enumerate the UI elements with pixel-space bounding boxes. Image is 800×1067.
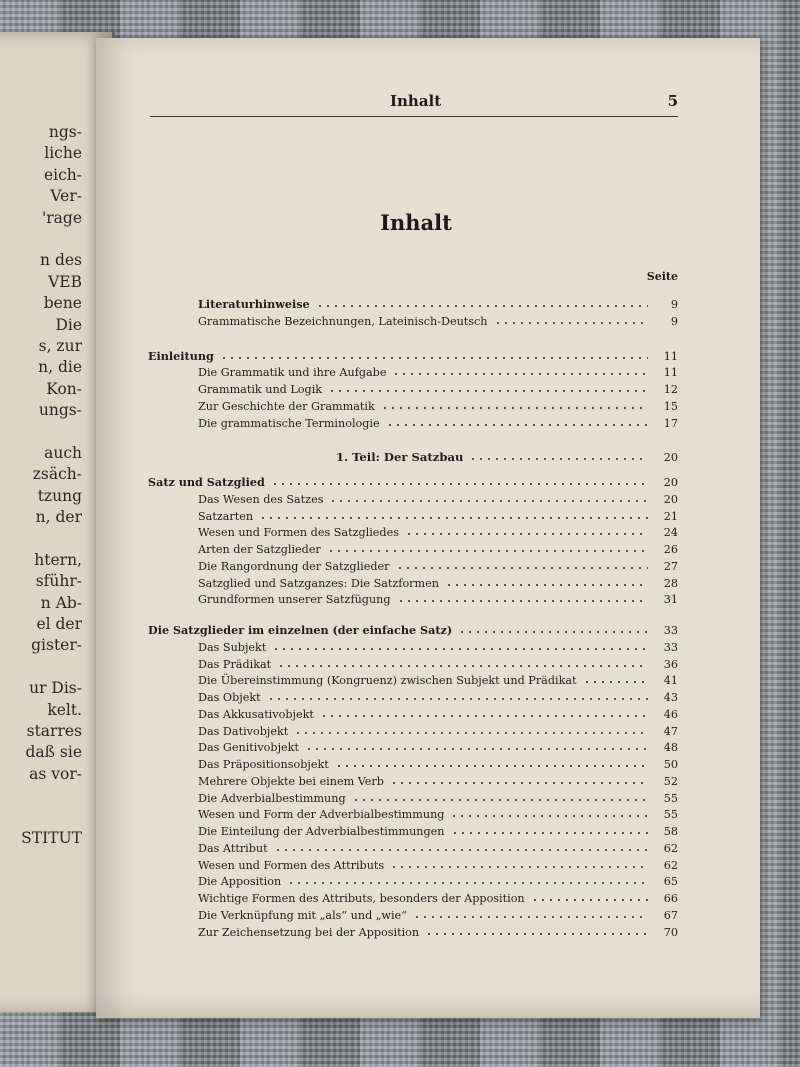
toc-entry-label: Grammatische Bezeichnungen, Lateinisch-Deutsch [198,314,488,328]
toc-leader-dots [451,832,648,834]
left-page-line: starres [26,721,82,740]
toc-entry [148,806,678,823]
toc-entry-page: 12 [663,383,678,396]
toc-leader-dots [320,715,648,717]
toc-entry [148,924,678,941]
toc-entry-label: Die Apposition [198,875,282,889]
left-page-line: bene [43,294,82,313]
toc-entry-page: 48 [663,741,678,755]
toc-entry [148,364,678,381]
toc-leader-dots [316,305,648,307]
toc-entry-page: 31 [663,593,678,607]
toc-entry [148,575,678,592]
toc-leader-dots [583,681,648,683]
toc-entry [148,672,678,689]
toc-entry-page: 17 [663,416,678,430]
toc-entry-page: 27 [663,559,678,573]
left-page-line: 'rage [41,208,82,227]
toc-leader-dots [413,916,648,918]
toc-entry [148,449,678,466]
toc-leader-dots [267,698,648,700]
toc-entry [148,296,678,313]
toc-entry-label: Die Einteilung der Adverbialbestimmungen [198,825,445,838]
toc-leader-dots [450,815,648,817]
toc-leader-dots [469,458,648,460]
toc-entry [148,773,678,790]
toc-entry-page: 9 [670,314,678,328]
toc-entry [148,474,678,491]
toc-entry-label: Die grammatische Terminologie [198,416,380,430]
toc-entry-page: 33 [663,640,678,654]
toc-leader-dots [328,390,648,392]
toc-entry [148,591,678,608]
toc-entry [148,398,678,415]
toc-entry [148,857,678,874]
toc-entry-page: 47 [663,724,678,738]
toc-leader-dots [287,882,648,884]
toc-entry-label: 1. Teil: Der Satzbau [336,450,464,465]
toc-entry-label: Arten der Satzglieder [198,543,321,556]
left-page-line: VEB [48,272,82,291]
toc-entry-label: Das Attribut [198,841,268,855]
toc-leader-dots [294,732,648,734]
left-page-line: sführ- [35,572,82,591]
left-page-line: n, die [38,358,82,377]
left-page-line: kelt. [47,700,82,719]
toc-entry [148,415,678,432]
toc-entry [148,656,678,673]
toc-entry-page: 41 [663,674,678,688]
toc-leader-dots [494,322,648,324]
toc-entry-page: 21 [663,509,678,523]
left-page-line [0,785,82,806]
left-page-line: daß sie [25,743,82,762]
toc-entry-page: 67 [663,908,678,922]
running-header-title: Inhalt [390,92,442,110]
toc-leader-dots [445,584,648,586]
toc-entry-label: Das Prädikat [198,657,272,671]
left-page-line [0,421,82,442]
page-number: 5 [667,92,678,110]
toc-entry [148,823,678,840]
running-header [150,88,678,117]
toc-entry-page: 15 [663,399,678,413]
toc-entry-label: Grammatik und Logik [198,383,323,396]
toc-entry-page: 11 [663,366,678,380]
toc-entry [148,313,678,330]
left-page-line: ungs- [38,401,82,420]
toc-leader-dots [405,533,648,535]
toc-entry-label: Die Verknüpfung mit „als“ und „wie“ [198,908,407,922]
toc-entry-page: 24 [663,526,678,540]
toc-entry-label: Einleitung [148,348,214,363]
toc-entry [148,907,678,924]
left-page-line: eich- [43,165,82,184]
toc-leader-dots [327,550,648,552]
toc-entry-page: 55 [663,791,678,805]
toc-leader-dots [381,407,648,409]
toc-entry-label: Wichtige Formen des Attributs, besonders der Apposition [198,892,525,905]
toc-entry [148,622,678,639]
toc-entry [148,508,678,525]
toc-entry-page: 65 [663,875,678,889]
toc-entry [148,348,678,365]
toc-entry [148,689,678,706]
toc-entry [148,706,678,723]
toc-entry [148,639,678,656]
toc-entry-page: 66 [663,892,678,905]
toc-entry-page: 20 [663,476,678,489]
page-shadow [96,988,760,1018]
toc-leader-dots [396,567,648,569]
toc-entry-label: Grundformen unserer Satzfügung [198,593,391,607]
toc-entry [148,541,678,558]
toc-leader-dots [458,631,648,633]
toc-entry [148,524,678,541]
toc-entry-label: Die Grammatik und ihre Aufgabe [198,366,387,380]
left-page-line: zsäch- [32,465,82,484]
left-page-line: tzung [37,486,82,505]
toc-entry-page: 52 [663,774,678,788]
toc-entry-page: 11 [663,349,678,363]
left-page-line: n, der [35,508,82,527]
toc-entry-page: 9 [670,298,678,311]
toc-entry-label: Das Objekt [198,691,261,704]
toc-entry-label: Das Subjekt [198,640,267,654]
toc-entry-label: Satz und Satzglied [148,475,265,489]
toc-entry-page: 33 [663,624,678,637]
toc-entry [148,381,678,398]
left-page-line: Die [55,315,82,334]
toc-leader-dots [335,765,648,767]
toc-leader-dots [329,500,648,502]
left-page-line: Ver- [50,187,82,206]
page-title: Inhalt [380,210,452,235]
toc-leader-dots [386,424,648,426]
left-page-line [0,657,82,678]
toc-entry-page: 46 [663,707,678,721]
left-page-line: n des [40,251,82,270]
left-page-line: gister- [31,636,82,655]
toc-entry-page: 20 [663,451,678,465]
toc-entry [148,890,678,907]
left-page-line: ur Dis- [29,679,82,698]
toc-entry-page: 62 [663,841,678,855]
toc-entry-page: 55 [663,808,678,822]
toc-entry-label: Wesen und Formen des Satzgliedes [198,526,399,540]
toc-entry [148,723,678,740]
toc-entry [148,491,678,508]
left-page-line: s, zur [38,336,82,355]
toc-leader-dots [274,849,648,851]
toc-entry [148,558,678,575]
toc-entry-label: Wesen und Formen des Attributs [198,858,385,872]
toc-leader-dots [305,748,648,750]
toc-leader-dots [220,357,648,359]
toc-entry-label: Wesen und Form der Adverbialbestimmung [198,808,445,822]
toc-entry-label: Die Rangordnung der Satzglieder [198,559,390,573]
toc-entry-page: 28 [663,576,678,590]
toc-leader-dots [272,648,648,650]
toc-entry-label: Literaturhinweise [198,297,310,311]
toc-leader-dots [531,899,648,901]
toc-entry-label: Das Dativobjekt [198,724,289,738]
left-page-line [0,528,82,549]
left-page-line: ngs- [48,123,82,141]
toc-entry-label: Die Adverbialbestimmung [198,791,346,805]
toc-leader-dots [277,665,648,667]
left-page-line: Kon- [46,379,82,398]
toc-entry-label: Die Übereinstimmung (Kongruenz) zwischen Subjekt und Prädikat [198,674,577,688]
toc-leader-dots [397,600,648,602]
toc-entry-page: 43 [663,691,678,704]
toc-entry-label: Mehrere Objekte bei einem Verb [198,774,384,788]
book-page [96,38,760,1018]
toc-entry [148,840,678,857]
seite-column-header: Seite [646,270,678,283]
toc-entry-label: Das Genitivobjekt [198,741,299,755]
toc-leader-dots [390,782,648,784]
toc-entry-label: Das Präpositionsobjekt [198,758,329,771]
left-page-line [0,807,82,828]
toc-entry-page: 62 [663,858,678,872]
left-page-line: el der [36,614,82,633]
toc-entry-label: Zur Zeichensetzung bei der Apposition [198,925,420,939]
toc-leader-dots [390,866,648,868]
toc-leader-dots [271,483,648,485]
toc-leader-dots [425,933,648,935]
left-page-line [0,229,82,250]
toc-entry [148,739,678,756]
toc-entry-label: Das Akkusativobjekt [198,707,314,721]
toc-entry-page: 70 [663,925,678,939]
toc-entry [148,756,678,773]
toc-leader-dots [352,799,648,801]
toc-entry [148,873,678,890]
toc-entry-page: 50 [663,758,678,771]
left-page-text [0,122,82,849]
left-page-line: n Ab- [40,593,82,612]
left-page-line: liche [44,144,82,163]
toc-entry-page: 20 [663,492,678,506]
toc-entry-label: Das Wesen des Satzes [198,492,324,506]
toc-leader-dots [259,517,648,519]
toc-entry-page: 36 [663,657,678,671]
toc-entry-label: Zur Geschichte der Grammatik [198,399,375,413]
toc-leader-dots [392,373,648,375]
toc-entry-label: Satzglied und Satzganzes: Die Satzformen [198,576,439,590]
toc-entry-page: 58 [663,825,678,838]
left-page-line: STITUT [21,828,82,847]
left-page-line: as vor- [29,764,82,783]
left-page-line: auch [44,443,82,462]
toc-entry [148,790,678,807]
left-page-line: htern, [34,550,82,569]
toc-entry-label: Die Satzglieder im einzelnen (der einfache Satz) [148,623,453,637]
toc-entry-page: 26 [663,543,678,556]
toc-entry-label: Satzarten [198,509,254,523]
